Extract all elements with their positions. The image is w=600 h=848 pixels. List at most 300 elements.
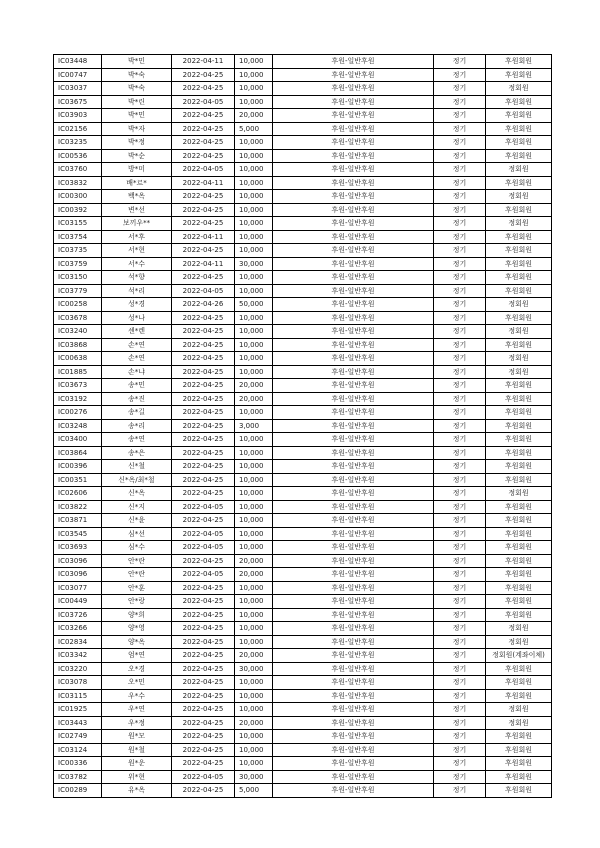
date-cell: 2022-04-25 [172,122,235,136]
date-cell: 2022-04-05 [172,541,235,555]
member-id-cell: IC03342 [54,649,102,663]
amount-cell: 20,000 [235,716,273,730]
member-id-cell: IC03096 [54,554,102,568]
amount-cell: 10,000 [235,433,273,447]
amount-cell: 10,000 [235,635,273,649]
date-cell: 2022-04-25 [172,392,235,406]
type-cell: 정기 [434,716,486,730]
category-cell: 후원-일반후원 [273,176,434,190]
category-cell: 후원-일반후원 [273,122,434,136]
table-row [54,311,552,325]
amount-cell: 20,000 [235,109,273,123]
table-row [54,257,552,271]
member-id-cell: IC00258 [54,298,102,312]
member-class-cell: 정회원 [486,703,552,717]
category-cell: 후원-일반후원 [273,365,434,379]
category-cell: 후원-일반후원 [273,608,434,622]
amount-cell: 10,000 [235,55,273,69]
type-cell: 정기 [434,446,486,460]
name-cell: 우*정 [102,716,172,730]
type-cell: 정기 [434,190,486,204]
amount-cell: 10,000 [235,203,273,217]
member-class-cell: 정회원(계좌이체) [486,649,552,663]
amount-cell: 10,000 [235,608,273,622]
type-cell: 정기 [434,392,486,406]
date-cell: 2022-04-25 [172,325,235,339]
table-row [54,217,552,231]
member-class-cell: 후원회원 [486,595,552,609]
amount-cell: 30,000 [235,662,273,676]
table-row [54,163,552,177]
member-id-cell: IC03150 [54,271,102,285]
member-class-cell: 후원회원 [486,95,552,109]
name-cell: 서*수 [102,257,172,271]
member-id-cell: IC03115 [54,689,102,703]
table-row [54,433,552,447]
name-cell: 배*르* [102,176,172,190]
amount-cell: 10,000 [235,82,273,96]
name-cell: 양*옥 [102,635,172,649]
date-cell: 2022-04-25 [172,352,235,366]
date-cell: 2022-04-25 [172,338,235,352]
member-id-cell: IC03443 [54,716,102,730]
member-class-cell: 후원회원 [486,68,552,82]
member-id-cell: IC03726 [54,608,102,622]
table-row [54,203,552,217]
member-class-cell: 후원회원 [486,676,552,690]
member-id-cell: IC00747 [54,68,102,82]
category-cell: 후원-일반후원 [273,743,434,757]
name-cell: 박*순 [102,149,172,163]
name-cell: 손*연 [102,338,172,352]
member-id-cell: IC03759 [54,257,102,271]
table-body [54,55,552,798]
member-id-cell: IC03192 [54,392,102,406]
table-row [54,473,552,487]
member-class-cell: 정회원 [486,487,552,501]
category-cell: 후원-일반후원 [273,352,434,366]
member-id-cell: IC00300 [54,190,102,204]
date-cell: 2022-04-25 [172,595,235,609]
member-class-cell: 후원회원 [486,608,552,622]
member-class-cell: 후원회원 [486,460,552,474]
member-id-cell: IC03077 [54,581,102,595]
name-cell: 오*민 [102,676,172,690]
table-row [54,514,552,528]
amount-cell: 10,000 [235,176,273,190]
type-cell: 정기 [434,271,486,285]
type-cell: 정기 [434,244,486,258]
type-cell: 정기 [434,730,486,744]
table-row [54,730,552,744]
table-row [54,554,552,568]
amount-cell: 20,000 [235,392,273,406]
amount-cell: 10,000 [235,338,273,352]
member-class-cell: 후원회원 [486,271,552,285]
table-row [54,460,552,474]
type-cell: 정기 [434,473,486,487]
table-row [54,446,552,460]
amount-cell: 10,000 [235,352,273,366]
category-cell: 후원-일반후원 [273,325,434,339]
table-row [54,676,552,690]
date-cell: 2022-04-25 [172,244,235,258]
member-class-cell: 정회원 [486,325,552,339]
member-class-cell: 후원회원 [486,392,552,406]
member-id-cell: IC01925 [54,703,102,717]
category-cell: 후원-일반후원 [273,703,434,717]
date-cell: 2022-04-25 [172,365,235,379]
type-cell: 정기 [434,568,486,582]
date-cell: 2022-04-25 [172,419,235,433]
table-row [54,784,552,798]
member-class-cell: 후원회원 [486,568,552,582]
amount-cell: 10,000 [235,284,273,298]
member-id-cell: IC03735 [54,244,102,258]
table-row [54,190,552,204]
name-cell: 박*숙 [102,82,172,96]
name-cell: 박*자 [102,122,172,136]
member-id-cell: IC03779 [54,284,102,298]
member-class-cell: 후원회원 [486,770,552,784]
member-id-cell: IC03903 [54,109,102,123]
category-cell: 후원-일반후원 [273,770,434,784]
table-row [54,379,552,393]
amount-cell: 30,000 [235,257,273,271]
category-cell: 후원-일반후원 [273,217,434,231]
member-id-cell: IC02606 [54,487,102,501]
amount-cell: 5,000 [235,784,273,798]
date-cell: 2022-04-25 [172,109,235,123]
type-cell: 정기 [434,433,486,447]
date-cell: 2022-04-05 [172,163,235,177]
date-cell: 2022-04-25 [172,622,235,636]
type-cell: 정기 [434,338,486,352]
type-cell: 정기 [434,379,486,393]
type-cell: 정기 [434,649,486,663]
date-cell: 2022-04-25 [172,271,235,285]
member-id-cell: IC03832 [54,176,102,190]
member-id-cell: IC03037 [54,82,102,96]
type-cell: 정기 [434,743,486,757]
table-row [54,757,552,771]
member-class-cell: 정회원 [486,190,552,204]
amount-cell: 10,000 [235,527,273,541]
member-class-cell: 후원회원 [486,284,552,298]
table-row [54,338,552,352]
type-cell: 정기 [434,514,486,528]
name-cell: 송*진 [102,392,172,406]
type-cell: 정기 [434,203,486,217]
category-cell: 후원-일반후원 [273,190,434,204]
type-cell: 정기 [434,122,486,136]
member-class-cell: 후원회원 [486,149,552,163]
category-cell: 후원-일반후원 [273,662,434,676]
member-class-cell: 후원회원 [486,311,552,325]
type-cell: 정기 [434,82,486,96]
table-row [54,608,552,622]
category-cell: 후원-일반후원 [273,311,434,325]
table-row [54,635,552,649]
type-cell: 정기 [434,608,486,622]
type-cell: 정기 [434,419,486,433]
type-cell: 정기 [434,622,486,636]
member-id-cell: IC02834 [54,635,102,649]
name-cell: 신*지 [102,500,172,514]
amount-cell: 50,000 [235,298,273,312]
date-cell: 2022-04-25 [172,487,235,501]
table-row [54,136,552,150]
amount-cell: 10,000 [235,325,273,339]
date-cell: 2022-04-11 [172,55,235,69]
category-cell: 후원-일반후원 [273,244,434,258]
member-id-cell: IC00289 [54,784,102,798]
amount-cell: 10,000 [235,595,273,609]
member-class-cell: 정회원 [486,298,552,312]
table-row [54,568,552,582]
type-cell: 정기 [434,109,486,123]
name-cell: 백*옥 [102,190,172,204]
category-cell: 후원-일반후원 [273,514,434,528]
name-cell: 원*모 [102,730,172,744]
table-row [54,541,552,555]
amount-cell: 10,000 [235,581,273,595]
name-cell: 신*옥 [102,487,172,501]
date-cell: 2022-04-25 [172,703,235,717]
table-row [54,689,552,703]
name-cell: 손*연 [102,352,172,366]
amount-cell: 10,000 [235,190,273,204]
amount-cell: 10,000 [235,676,273,690]
type-cell: 정기 [434,757,486,771]
amount-cell: 10,000 [235,622,273,636]
member-class-cell: 후원회원 [486,757,552,771]
table-row [54,298,552,312]
amount-cell: 10,000 [235,514,273,528]
name-cell: 송*리 [102,419,172,433]
date-cell: 2022-04-25 [172,743,235,757]
type-cell: 정기 [434,500,486,514]
member-class-cell: 정회원 [486,365,552,379]
type-cell: 정기 [434,136,486,150]
member-id-cell: IC00336 [54,757,102,771]
table-row [54,149,552,163]
category-cell: 후원-일반후원 [273,109,434,123]
category-cell: 후원-일반후원 [273,527,434,541]
name-cell: 송*은 [102,446,172,460]
amount-cell: 10,000 [235,95,273,109]
name-cell: 성*경 [102,298,172,312]
member-class-cell: 후원회원 [486,338,552,352]
amount-cell: 10,000 [235,446,273,460]
amount-cell: 10,000 [235,541,273,555]
amount-cell: 10,000 [235,311,273,325]
category-cell: 후원-일반후원 [273,689,434,703]
type-cell: 정기 [434,325,486,339]
table-row [54,770,552,784]
category-cell: 후원-일반후원 [273,163,434,177]
name-cell: 센*렌 [102,325,172,339]
amount-cell: 10,000 [235,460,273,474]
name-cell: 서*후 [102,230,172,244]
name-cell: 성*나 [102,311,172,325]
member-class-cell: 후원회원 [486,176,552,190]
type-cell: 정기 [434,541,486,555]
member-class-cell: 후원회원 [486,379,552,393]
type-cell: 정기 [434,662,486,676]
table-row [54,595,552,609]
category-cell: 후원-일반후원 [273,257,434,271]
category-cell: 후원-일반후원 [273,68,434,82]
category-cell: 후원-일반후원 [273,554,434,568]
type-cell: 정기 [434,676,486,690]
type-cell: 정기 [434,163,486,177]
date-cell: 2022-04-11 [172,176,235,190]
type-cell: 정기 [434,230,486,244]
member-class-cell: 후원회원 [486,230,552,244]
category-cell: 후원-일반후원 [273,55,434,69]
category-cell: 후원-일반후원 [273,82,434,96]
category-cell: 후원-일반후원 [273,473,434,487]
name-cell: 우*수 [102,689,172,703]
table-row [54,122,552,136]
member-id-cell: IC02156 [54,122,102,136]
date-cell: 2022-04-25 [172,433,235,447]
member-id-cell: IC00638 [54,352,102,366]
date-cell: 2022-04-25 [172,676,235,690]
amount-cell: 10,000 [235,163,273,177]
date-cell: 2022-04-25 [172,203,235,217]
type-cell: 정기 [434,784,486,798]
date-cell: 2022-04-25 [172,649,235,663]
member-class-cell: 후원회원 [486,109,552,123]
type-cell: 정기 [434,311,486,325]
amount-cell: 10,000 [235,703,273,717]
member-id-cell: IC03675 [54,95,102,109]
member-class-cell: 후원회원 [486,406,552,420]
table-row [54,230,552,244]
member-id-cell: IC03760 [54,163,102,177]
amount-cell: 20,000 [235,379,273,393]
amount-cell: 10,000 [235,217,273,231]
amount-cell: 5,000 [235,122,273,136]
date-cell: 2022-04-25 [172,514,235,528]
date-cell: 2022-04-25 [172,757,235,771]
donation-table [53,54,552,798]
table-row [54,68,552,82]
date-cell: 2022-04-25 [172,581,235,595]
member-id-cell: IC03871 [54,514,102,528]
member-class-cell: 후원회원 [486,433,552,447]
date-cell: 2022-04-25 [172,662,235,676]
table-row [54,109,552,123]
table-row [54,581,552,595]
name-cell: 원*철 [102,743,172,757]
category-cell: 후원-일반후원 [273,581,434,595]
date-cell: 2022-04-25 [172,635,235,649]
member-class-cell: 정회원 [486,635,552,649]
type-cell: 정기 [434,257,486,271]
name-cell: 박*정 [102,136,172,150]
member-class-cell: 정회원 [486,82,552,96]
type-cell: 정기 [434,581,486,595]
amount-cell: 3,000 [235,419,273,433]
table-row [54,649,552,663]
date-cell: 2022-04-26 [172,298,235,312]
name-cell: 송*민 [102,379,172,393]
member-class-cell: 후원회원 [486,473,552,487]
type-cell: 정기 [434,487,486,501]
member-class-cell: 후원회원 [486,541,552,555]
member-class-cell: 후원회원 [486,203,552,217]
member-id-cell: IC03868 [54,338,102,352]
name-cell: 안*란 [102,554,172,568]
date-cell: 2022-04-25 [172,554,235,568]
amount-cell: 10,000 [235,743,273,757]
category-cell: 후원-일반후원 [273,406,434,420]
category-cell: 후원-일반후원 [273,136,434,150]
amount-cell: 20,000 [235,568,273,582]
name-cell: 송*길 [102,406,172,420]
amount-cell: 10,000 [235,68,273,82]
member-class-cell: 후원회원 [486,527,552,541]
date-cell: 2022-04-25 [172,784,235,798]
member-id-cell: IC00449 [54,595,102,609]
category-cell: 후원-일반후원 [273,487,434,501]
member-class-cell: 후원회원 [486,784,552,798]
member-id-cell: IC03782 [54,770,102,784]
table-row [54,176,552,190]
date-cell: 2022-04-25 [172,406,235,420]
member-id-cell: IC03266 [54,622,102,636]
table-row [54,352,552,366]
type-cell: 정기 [434,527,486,541]
name-cell: 방*미 [102,163,172,177]
member-id-cell: IC03235 [54,136,102,150]
type-cell: 정기 [434,68,486,82]
amount-cell: 10,000 [235,757,273,771]
member-id-cell: IC03864 [54,446,102,460]
category-cell: 후원-일반후원 [273,271,434,285]
name-cell: 심*선 [102,527,172,541]
member-id-cell: IC03240 [54,325,102,339]
name-cell: 변*선 [102,203,172,217]
amount-cell: 20,000 [235,649,273,663]
member-class-cell: 후원회원 [486,581,552,595]
member-class-cell: 후원회원 [486,500,552,514]
table-row [54,244,552,258]
category-cell: 후원-일반후원 [273,649,434,663]
type-cell: 정기 [434,365,486,379]
category-cell: 후원-일반후원 [273,284,434,298]
member-class-cell: 후원회원 [486,419,552,433]
type-cell: 정기 [434,595,486,609]
date-cell: 2022-04-25 [172,379,235,393]
type-cell: 정기 [434,55,486,69]
type-cell: 정기 [434,217,486,231]
member-id-cell: IC00396 [54,460,102,474]
name-cell: 안*랑 [102,595,172,609]
category-cell: 후원-일반후원 [273,541,434,555]
member-id-cell: IC03678 [54,311,102,325]
category-cell: 후원-일반후원 [273,595,434,609]
member-id-cell: IC03124 [54,743,102,757]
name-cell: 석*리 [102,284,172,298]
category-cell: 후원-일반후원 [273,203,434,217]
member-class-cell: 후원회원 [486,689,552,703]
date-cell: 2022-04-25 [172,446,235,460]
category-cell: 후원-일반후원 [273,298,434,312]
